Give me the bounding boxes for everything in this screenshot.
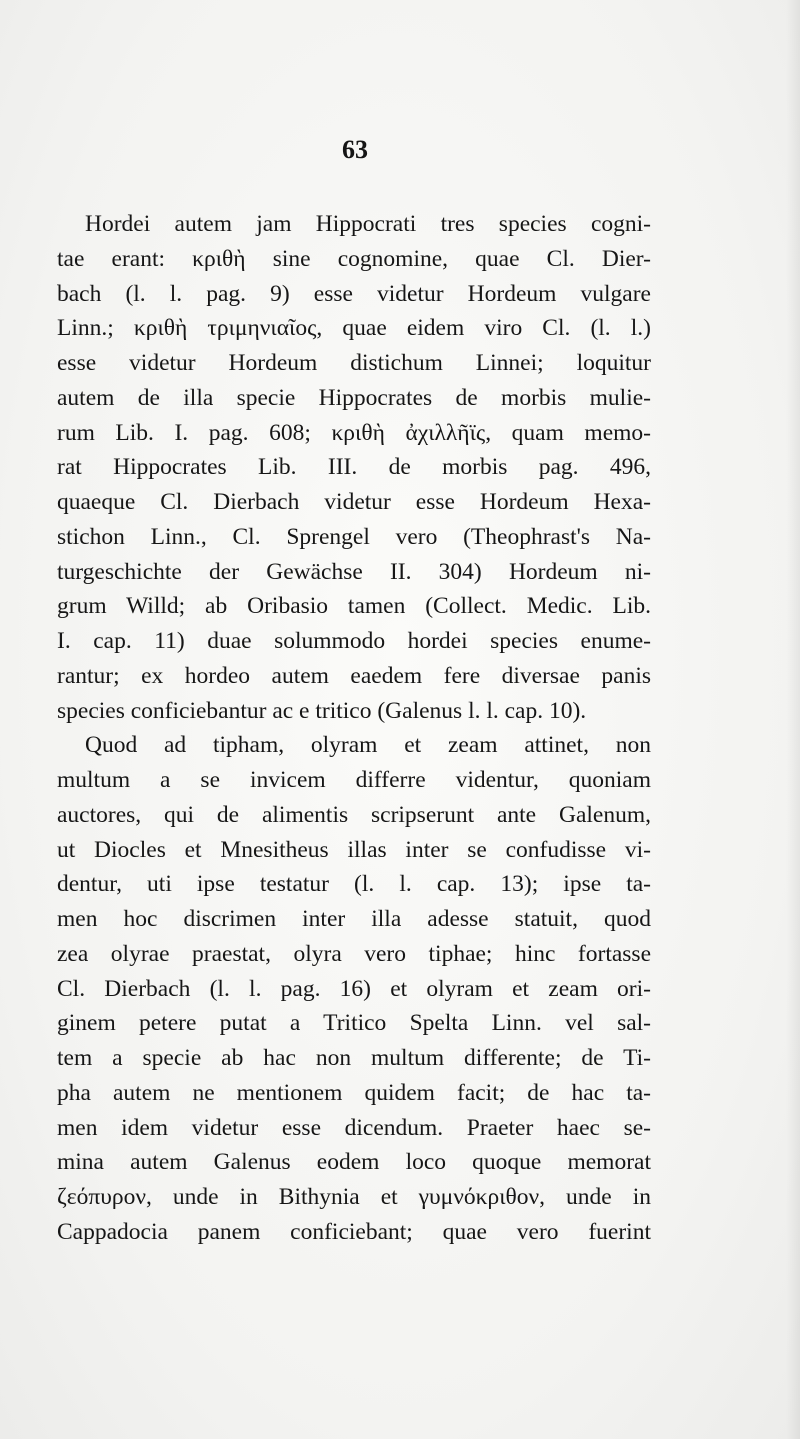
text-line: species conficiebantur ac e tritico (Galenus l. l. cap. 10).: [57, 697, 587, 724]
text-line: bach (l. l. pag. 9) esse videtur Hordeum vulgare: [57, 280, 651, 307]
text-line: stichon Linn., Cl. Sprengel vero (Theophrast's Na-: [57, 523, 651, 550]
text-line: Cappadocia panem conficiebant; quae vero fuerint: [57, 1218, 651, 1245]
text-line: autem de illa specie Hippocrates de morbis mulie-: [57, 384, 651, 411]
text-line: grum Willd; ab Oribasio tamen (Collect. Medic. Lib.: [57, 593, 651, 620]
text-line: rum Lib. I. pag. 608; κριθὴ ἀχιλλῆϊς, quam memo-: [57, 419, 651, 446]
text-line: dentur, uti ipse testatur (l. l. cap. 13); ipse ta-: [57, 871, 651, 898]
text-line: I. cap. 11) duae solummodo hordei species enume-: [57, 628, 651, 654]
text-line: pha autem ne mentionem quidem facit; de hac ta-: [57, 1079, 651, 1106]
page-edge-shadow: [786, 0, 800, 1439]
text-line: tae erant: κριθὴ sine cognomine, quae Cl. Dier-: [57, 245, 651, 272]
text-line: ζεόπυρον, unde in Bithynia et γυμνόκριθον, unde in: [57, 1184, 651, 1210]
text-line: Quod ad tipham, olyram et zeam attinet, non: [85, 732, 651, 759]
page-number: 63: [342, 135, 368, 164]
text-line: mina autem Galenus eodem loco quoque memorat: [57, 1149, 651, 1176]
text-line: men idem videtur esse dicendum. Praeter haec se-: [57, 1114, 651, 1141]
body-text: [57, 207, 651, 1250]
text-line: men hoc discrimen inter illa adesse statuit, quod: [57, 906, 651, 932]
text-line: ut Diocles et Mnesitheus illas inter se confudisse vi-: [57, 836, 651, 863]
text-line: ginem petere putat a Tritico Spelta Linn. vel sal-: [57, 1010, 651, 1037]
text-line: tem a specie ab hac non multum differente; de Ti-: [57, 1045, 651, 1071]
text-line: rat Hippocrates Lib. III. de morbis pag. 496,: [57, 454, 651, 481]
text-line: quaeque Cl. Dierbach videtur esse Hordeum Hexa-: [57, 489, 651, 515]
text-line: esse videtur Hordeum distichum Linnei; loquitur: [57, 350, 651, 376]
text-line: zea olyrae praestat, olyra vero tiphae; hinc fortasse: [57, 940, 651, 967]
text-line: rantur; ex hordeo autem eaedem fere diversae panis: [57, 662, 651, 689]
text-line: Hordei autem jam Hippocrati tres species cogni-: [85, 211, 651, 237]
text-line: turgeschichte der Gewächse II. 304) Hordeum ni-: [57, 558, 651, 585]
text-line: Cl. Dierbach (l. l. pag. 16) et olyram et zeam ori-: [57, 975, 651, 1002]
text-line: multum a se invicem differre videntur, quoniam: [57, 767, 651, 793]
text-line: auctores, qui de alimentis scripserunt ante Galenum,: [57, 801, 651, 828]
text-line: Linn.; κριθὴ τριμηνιαῖος, quae eidem viro Cl. (l. l.): [57, 315, 651, 342]
